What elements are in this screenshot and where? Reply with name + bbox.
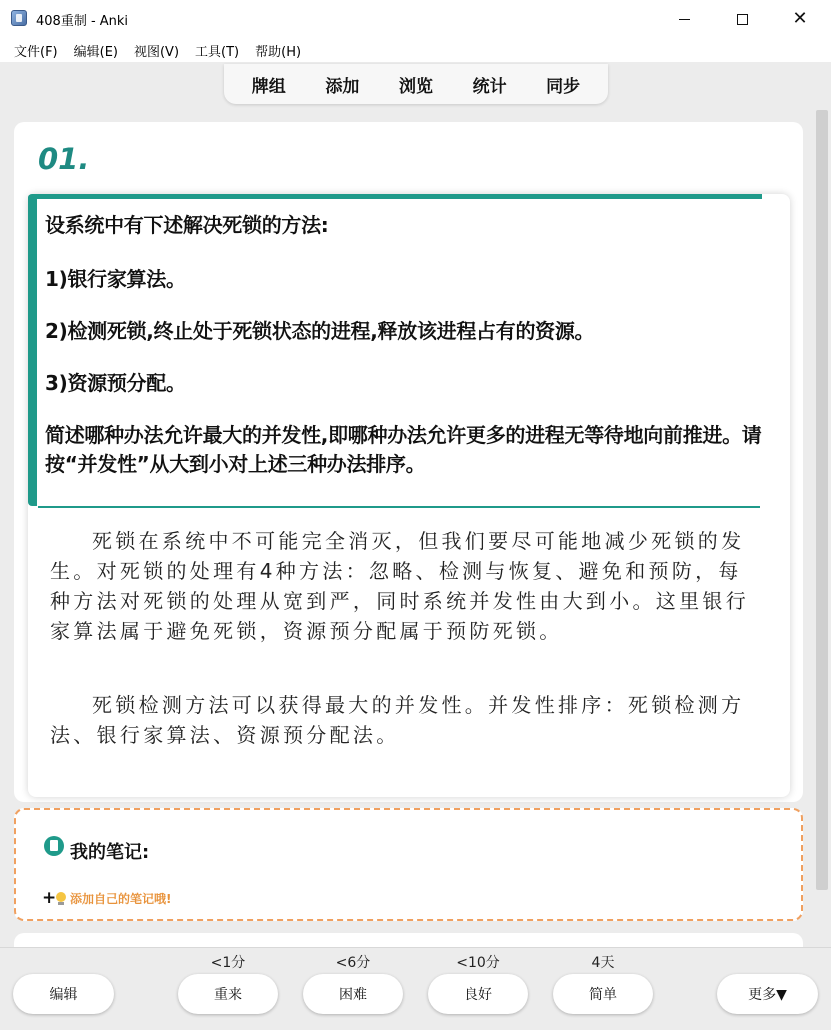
- notes-panel: [14, 808, 803, 921]
- menu-view[interactable]: 视图(V): [133, 44, 180, 60]
- tab-browse[interactable]: 浏览: [398, 76, 433, 97]
- card-number: 01.: [38, 142, 90, 176]
- question-panel: [28, 194, 762, 506]
- question-answer-box: [28, 194, 790, 797]
- again-button[interactable]: 重来: [178, 974, 278, 1014]
- plus-icon: +: [42, 888, 57, 908]
- ease-time-again: <1分: [210, 955, 246, 971]
- answer-paragraph: 死锁在系统中不可能完全消灭，但我们要尽可能地减少死锁的发生。对死锁的处理有4种方法：忽略、检测与恢复、避免和预防，每种方法对死锁的处理从宽到严，同时系统并发性由大到小。这里银行家算法属于避免死锁，资源预分配属于预防死锁。: [50, 529, 749, 643]
- maximize-icon: [737, 14, 748, 25]
- question-divider: [38, 506, 760, 508]
- minimize-button[interactable]: [655, 0, 713, 38]
- review-bottom-bar: [0, 947, 831, 1030]
- maximize-button[interactable]: [713, 0, 771, 38]
- menu-bar: [0, 38, 831, 62]
- menu-help[interactable]: 帮助(H): [255, 44, 302, 60]
- scrollbar-thumb[interactable]: [816, 110, 828, 890]
- more-button[interactable]: 更多▼: [717, 974, 818, 1014]
- app-area: [0, 62, 831, 1030]
- menu-tools[interactable]: 工具(T): [195, 44, 240, 60]
- notes-title: 我的笔记:: [70, 842, 150, 863]
- question-line: 设系统中有下述解决死锁的方法:: [45, 213, 329, 237]
- question-line: 2)检测死锁,终止处于死锁状态的进程,释放该进程占有的资源。: [45, 319, 595, 343]
- question-line: 3)资源预分配。: [45, 371, 186, 395]
- tab-decks[interactable]: 牌组: [251, 76, 286, 97]
- tab-stats[interactable]: 统计: [472, 76, 507, 97]
- top-toolbar: [224, 64, 608, 104]
- tab-sync[interactable]: 同步: [546, 76, 581, 97]
- lightbulb-icon: [55, 892, 67, 906]
- ease-time-hard: <6分: [335, 955, 371, 971]
- note-icon: [44, 836, 64, 856]
- ease-time-easy: 4天: [591, 955, 615, 971]
- hard-button[interactable]: 困难: [303, 974, 403, 1014]
- easy-button[interactable]: 简单: [553, 974, 653, 1014]
- minimize-icon: [679, 19, 690, 20]
- good-button[interactable]: 良好: [428, 974, 528, 1014]
- add-note-label: 添加自己的笔记哦!: [70, 892, 172, 906]
- title-bar: [0, 0, 831, 38]
- review-card: [14, 122, 803, 802]
- anki-app-icon: [11, 10, 27, 26]
- window-title: 408重制 - Anki: [36, 14, 129, 29]
- add-note-button[interactable]: [42, 890, 171, 907]
- question-line: 简述哪种办法允许最大的并发性,即哪种办法允许更多的进程无等待地向前推进。请按“并发性”从大到小对上述三种办法排序。: [45, 423, 762, 476]
- close-icon: ✕: [792, 8, 808, 29]
- ease-time-good: <10分: [456, 955, 500, 971]
- close-button[interactable]: [771, 0, 829, 38]
- answer-paragraph: 死锁检测方法可以获得最大的并发性。并发性排序：死锁检测方法、银行家算法、资源预分配法。: [50, 693, 745, 747]
- edit-button[interactable]: 编辑: [13, 974, 114, 1014]
- menu-file[interactable]: 文件(F): [14, 44, 58, 60]
- question-line: 1)银行家算法。: [45, 267, 186, 291]
- tab-add[interactable]: 添加: [325, 76, 360, 97]
- menu-edit[interactable]: 编辑(E): [73, 44, 118, 60]
